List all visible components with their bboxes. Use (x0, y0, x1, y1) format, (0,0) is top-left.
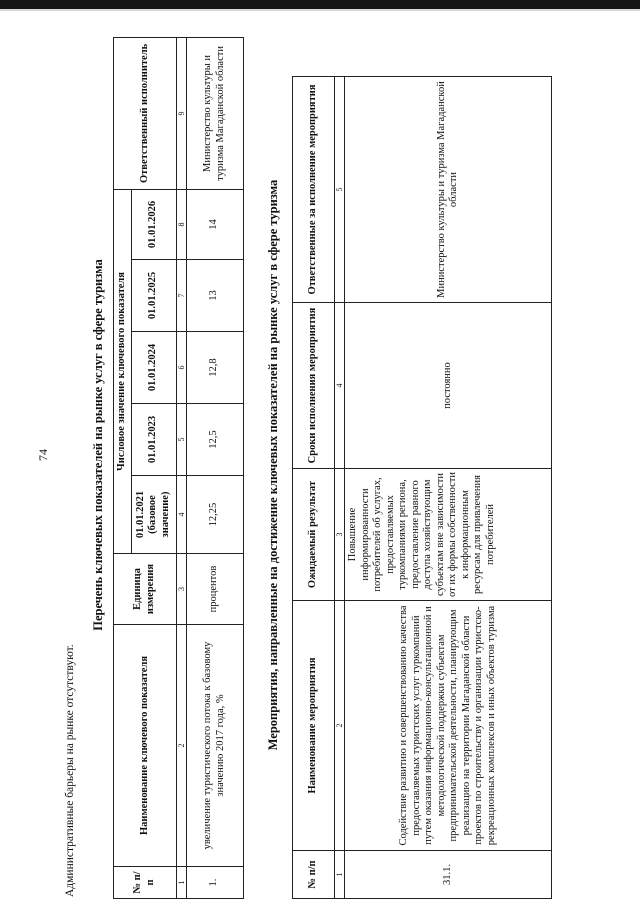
t2-header-term: Сроки исполнения мероприятия (293, 303, 335, 469)
t2-col-number: 4 (335, 303, 345, 469)
t2-header-name: Наименование мероприятия (293, 601, 335, 851)
t1-header-num: № п/п (114, 867, 177, 899)
t1-col-number: 9 (176, 37, 186, 189)
t2-col-number: 2 (335, 601, 345, 851)
t1-row-unit: процентов (186, 554, 243, 625)
t1-header-date: 01.01.2021 (базовое значение) (131, 476, 176, 554)
t1-col-number: 3 (176, 554, 186, 625)
t1-header-responsible: Ответственный исполнитель (114, 37, 177, 189)
t1-row-value: 12,5 (186, 404, 243, 476)
measures-table (292, 76, 552, 899)
t1-col-number: 4 (176, 476, 186, 554)
t1-row-responsible: Министерство культуры и туризма Магаданской области (186, 37, 243, 189)
page-number: 74 (36, 449, 50, 461)
t1-col-number: 1 (176, 867, 186, 899)
t1-row-num: 1. (186, 867, 243, 899)
t1-row-value: 12,25 (186, 476, 243, 554)
t1-header-date: 01.01.2023 (131, 404, 176, 476)
t1-row-value: 14 (186, 189, 243, 259)
t1-header-name: Наименование ключевого показателя (114, 625, 177, 867)
t2-row-result: Повышение информированности потребителей об услугах, предоставляемых туркомпаниями региона, предоставление равного доступа хозяйствующим субъектам вне зависимости от их формы собственности к информационным ресурсам для привлечения потребителей (345, 469, 552, 601)
t1-col-number: 7 (176, 260, 186, 332)
t2-row-responsible: Министерство культуры и туризма Магаданской области (345, 77, 552, 303)
t2-header-result: Ожидаемый результат (293, 469, 335, 601)
t2-col-number: 3 (335, 469, 345, 601)
t1-header-date: 01.01.2024 (131, 332, 176, 404)
t1-header-date: 01.01.2026 (131, 189, 176, 259)
table2-heading: Мероприятия, направленные на достижение ключевых показателей на рынке услуг в сфере туризма (266, 179, 280, 751)
t2-col-number: 1 (335, 851, 345, 899)
t1-col-number: 5 (176, 404, 186, 476)
t1-row-value: 12,8 (186, 332, 243, 404)
t1-header-unit: Единица измерения (114, 554, 177, 625)
t1-col-number: 6 (176, 332, 186, 404)
t2-row-name: Содействие развитию и совершенствованию качества предоставляемых туристских услуг туркомпаний путем оказания информационно-консультационной и методологической поддержки субъектам предпринимательской деятельности, планирующим реализацию на территории Магаданской области проектов по строительству и организации туристско-рекреационных комплексов и иных объектов туризма (345, 601, 552, 851)
t1-row-value: 13 (186, 260, 243, 332)
t2-header-responsible: Ответственные за исполнение мероприятия (293, 77, 335, 303)
intro-text: Административные барьеры на рынке отсутствуют. (64, 644, 76, 897)
t1-header-group: Числовое значение ключевого показателя (114, 189, 132, 553)
t2-row-term: постоянно (345, 303, 552, 469)
t2-header-num: № п/п (293, 851, 335, 899)
t1-col-number: 8 (176, 189, 186, 259)
t1-row-name: увеличение туристического потока к базовому значению 2017 года, % (186, 625, 243, 867)
key-indicators-table (113, 37, 244, 899)
table1-heading: Перечень ключевых показателей на рынке услуг в сфере туризма (91, 259, 105, 631)
t2-col-number: 5 (335, 77, 345, 303)
t2-row-num: 31.1. (345, 851, 552, 899)
t1-col-number: 2 (176, 625, 186, 867)
t1-header-date: 01.01.2025 (131, 260, 176, 332)
